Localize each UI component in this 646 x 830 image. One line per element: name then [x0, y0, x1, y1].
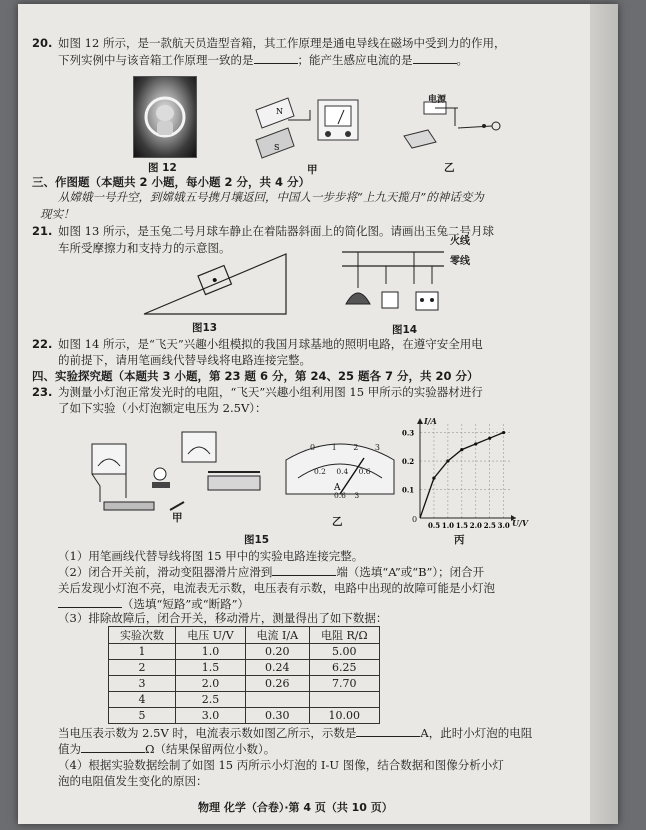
- meter-bottom-2: 0.6: [358, 467, 371, 476]
- q23-blank-current[interactable]: [356, 726, 420, 737]
- data-point: [502, 431, 505, 434]
- q23-after2-b: Ω（结果保留两位小数）。: [145, 742, 276, 756]
- q23-after2-a: 值为: [58, 742, 81, 756]
- section3-quote-line2: 现实！: [40, 207, 75, 221]
- q23-sub2-line2: 关后发现小灯泡不亮，电流表无示数，电压表有示数，电路中出现的故障可能是小灯泡: [58, 581, 495, 595]
- fig15-caption: 图15: [244, 534, 270, 546]
- data-point: [432, 477, 435, 480]
- q23-after-line2: [58, 742, 275, 757]
- q22-number: 22.: [32, 337, 53, 351]
- q20-line2-c: 。: [456, 53, 468, 67]
- rover-slope-diagram: [138, 246, 298, 318]
- motor-diagram: [248, 84, 368, 159]
- x-tick-label: 1.0: [441, 521, 455, 530]
- meter-scale-top: [310, 440, 380, 455]
- cell: 2.0: [175, 676, 245, 692]
- iu-graph: [398, 414, 528, 532]
- meter-scale-bottom: [314, 464, 371, 479]
- cell: 2: [109, 660, 176, 676]
- meter-top-1: 1: [331, 443, 337, 452]
- x-tick-label: 1.5: [455, 521, 469, 530]
- battery-label: 电源: [428, 95, 447, 105]
- y-tick-label: 0.2: [402, 457, 415, 467]
- astronaut-speaker-photo: [133, 76, 197, 158]
- x-tick-label: 0.5: [427, 521, 441, 530]
- meter-terminal-1: 3: [354, 491, 360, 500]
- q21-number: 21.: [32, 224, 53, 238]
- cell-blank[interactable]: [246, 692, 309, 708]
- section3-heading: 三、作图题（本题共 2 小题，每小题 2 分，共 4 分）: [32, 175, 311, 189]
- header-current: 电流 I/A: [246, 627, 309, 644]
- data-point: [488, 437, 491, 440]
- y-tick-label: 0.3: [402, 428, 415, 438]
- meter-top-3: 3: [374, 443, 381, 452]
- cell: 5: [109, 708, 176, 724]
- generator-diagram: [400, 96, 510, 151]
- cell: 3: [109, 676, 176, 692]
- cell: 7.70: [309, 676, 379, 692]
- q23-sub1: （1）用笔画线代替导线将图 15 甲中的实验电路连接完整。: [58, 549, 364, 563]
- q20-blank-2[interactable]: [413, 53, 457, 64]
- q20-line2: [58, 53, 468, 68]
- svg-text:N: N: [276, 107, 283, 116]
- cell-blank[interactable]: [309, 692, 379, 708]
- fig-jia-label: 甲: [307, 164, 318, 176]
- q22-line2: 的前提下，请用笔画线代替导线将电路连接完整。: [58, 353, 311, 367]
- q23-sub2-line3: [58, 597, 249, 612]
- fig13-caption: 图13: [192, 322, 218, 334]
- cell: 10.00: [309, 708, 379, 724]
- meter-bottom-1: 0.4: [336, 467, 349, 476]
- q23-after1-b: A，此时小灯泡的电阻: [420, 726, 533, 740]
- fig15-bing-label: 丙: [454, 534, 465, 546]
- q23-line2: 了如下实验（小灯泡额定电压为 2.5V）：: [58, 401, 267, 415]
- meter-top-2: 2: [353, 443, 359, 452]
- table-row: [109, 660, 380, 676]
- cell: 0.30: [246, 708, 309, 724]
- q20-line1: 如图 12 所示，是一款航天员造型音箱，其工作原理是通电导线在磁场中受到力的作用，: [58, 36, 506, 50]
- q20-number: 20.: [32, 36, 53, 50]
- q21-line2: 车所受摩擦力和支持力的示意图。: [58, 241, 231, 255]
- data-point: [474, 442, 477, 445]
- table-row: [109, 644, 380, 660]
- q23-blank-fault[interactable]: [58, 597, 122, 608]
- measurement-table: [108, 626, 380, 724]
- q20-line2-b: ；能产生感应电流的是: [297, 53, 413, 67]
- fig12-caption: 图 12: [148, 162, 177, 174]
- q23-sub4-line2: 泡的电阻值发生变化的原因：: [58, 774, 208, 788]
- meter-top-0: 0: [310, 443, 316, 452]
- section4-heading: 四、实验探究题（本题共 3 小题，第 23 题 6 分，第 24、25 题各 7 分，共 20 分）: [32, 369, 479, 383]
- cell: 2.5: [175, 692, 245, 708]
- meter-bottom-0: 0.2: [314, 467, 326, 476]
- section3-quote-line1: 从嫦娥一号升空，到嫦娥五号携月壤返回，中国人一步步将“上九天揽月”的神话变为: [58, 190, 484, 204]
- q20-line2-a: 下列实例中与该音箱工作原理一致的是: [58, 53, 254, 67]
- cell: 4: [109, 692, 176, 708]
- graph-x-label: U/V: [512, 518, 529, 528]
- page-edge: [590, 4, 618, 824]
- fig15-jia-label: 甲: [172, 512, 183, 524]
- cell: 1.5: [175, 660, 245, 676]
- meter-terminal-0: 0.6: [334, 491, 346, 500]
- exam-page: [18, 4, 618, 824]
- q20-blank-1[interactable]: [254, 53, 298, 64]
- graph-y-label: I/A: [424, 416, 437, 426]
- x-tick-label: 3.0: [497, 521, 510, 530]
- x-tick-label: 2.5: [483, 521, 496, 530]
- cell: 0.26: [246, 676, 309, 692]
- y-tick-label: 0.1: [402, 485, 415, 495]
- cell: 1: [109, 644, 176, 660]
- header-resistance: 电阻 R/Ω: [309, 627, 379, 644]
- header-trial: 实验次数: [109, 627, 176, 644]
- x-tick-label: 2.0: [469, 521, 482, 530]
- astronaut-icon: [134, 77, 196, 157]
- fig14-caption: 图14: [392, 324, 418, 336]
- q23-sub2-line1: [58, 565, 484, 580]
- cell: 0.20: [246, 644, 309, 660]
- neutral-line-label: 零线: [450, 256, 470, 267]
- graph-origin: 0: [412, 515, 418, 524]
- cell: 3.0: [175, 708, 245, 724]
- q23-sub4-line1: （4）根据实验数据绘制了如图 15 丙所示小灯泡的 I-U 图像，结合数据和图像分析小灯: [58, 758, 504, 772]
- table-row: [109, 692, 380, 708]
- fire-line-label: 火线: [450, 236, 470, 247]
- ammeter-unit: A: [334, 483, 341, 493]
- q23-sub2-d: （选填“短路”或“断路”）: [122, 597, 250, 611]
- data-point: [460, 448, 463, 451]
- q22-line1: 如图 14 所示，是“飞天”兴趣小组模拟的我国月球基地的照明电路，在遵守安全用电: [58, 337, 483, 351]
- q23-blank-end[interactable]: [272, 565, 336, 576]
- page-footer: 物理 化学（合卷）·第 4 页（共 10 页）: [198, 801, 393, 814]
- svg-text:S: S: [274, 143, 280, 152]
- cell: 1.0: [175, 644, 245, 660]
- q23-line1: 为测量小灯泡正常发光时的电阻，“飞天”兴趣小组利用图 15 甲所示的实验器材进行: [58, 385, 483, 399]
- q23-blank-resistance[interactable]: [81, 742, 145, 753]
- q23-number: 23.: [32, 385, 53, 399]
- header-voltage: 电压 U/V: [175, 627, 245, 644]
- q23-after-line1: [58, 726, 532, 741]
- q23-sub2-b: 端（选填“A”或“B”）；闭合开: [336, 565, 485, 579]
- table-row: [109, 708, 380, 724]
- fig15-yi-label: 乙: [332, 516, 343, 528]
- table-header-row: [109, 627, 380, 644]
- fig-yi-label: 乙: [444, 162, 455, 174]
- q21-line1: 如图 13 所示，是玉兔二号月球车静止在着陆器斜面上的简化图。请画出玉兔二号月球: [58, 224, 494, 238]
- cell: 5.00: [309, 644, 379, 660]
- q23-sub3: （3）排除故障后，闭合开关，移动滑片，测量得出了如下数据：: [58, 611, 388, 625]
- data-point: [446, 459, 449, 462]
- table-row: [109, 676, 380, 692]
- q23-sub2-a: （2）闭合开关前，滑动变阻器滑片应滑到: [58, 565, 273, 579]
- meter-terminals: [334, 488, 359, 503]
- cell: 0.24: [246, 660, 309, 676]
- cell: 6.25: [309, 660, 379, 676]
- q23-after1-a: 当电压表示数为 2.5V 时，电流表示数如图乙所示，示数是: [58, 726, 357, 740]
